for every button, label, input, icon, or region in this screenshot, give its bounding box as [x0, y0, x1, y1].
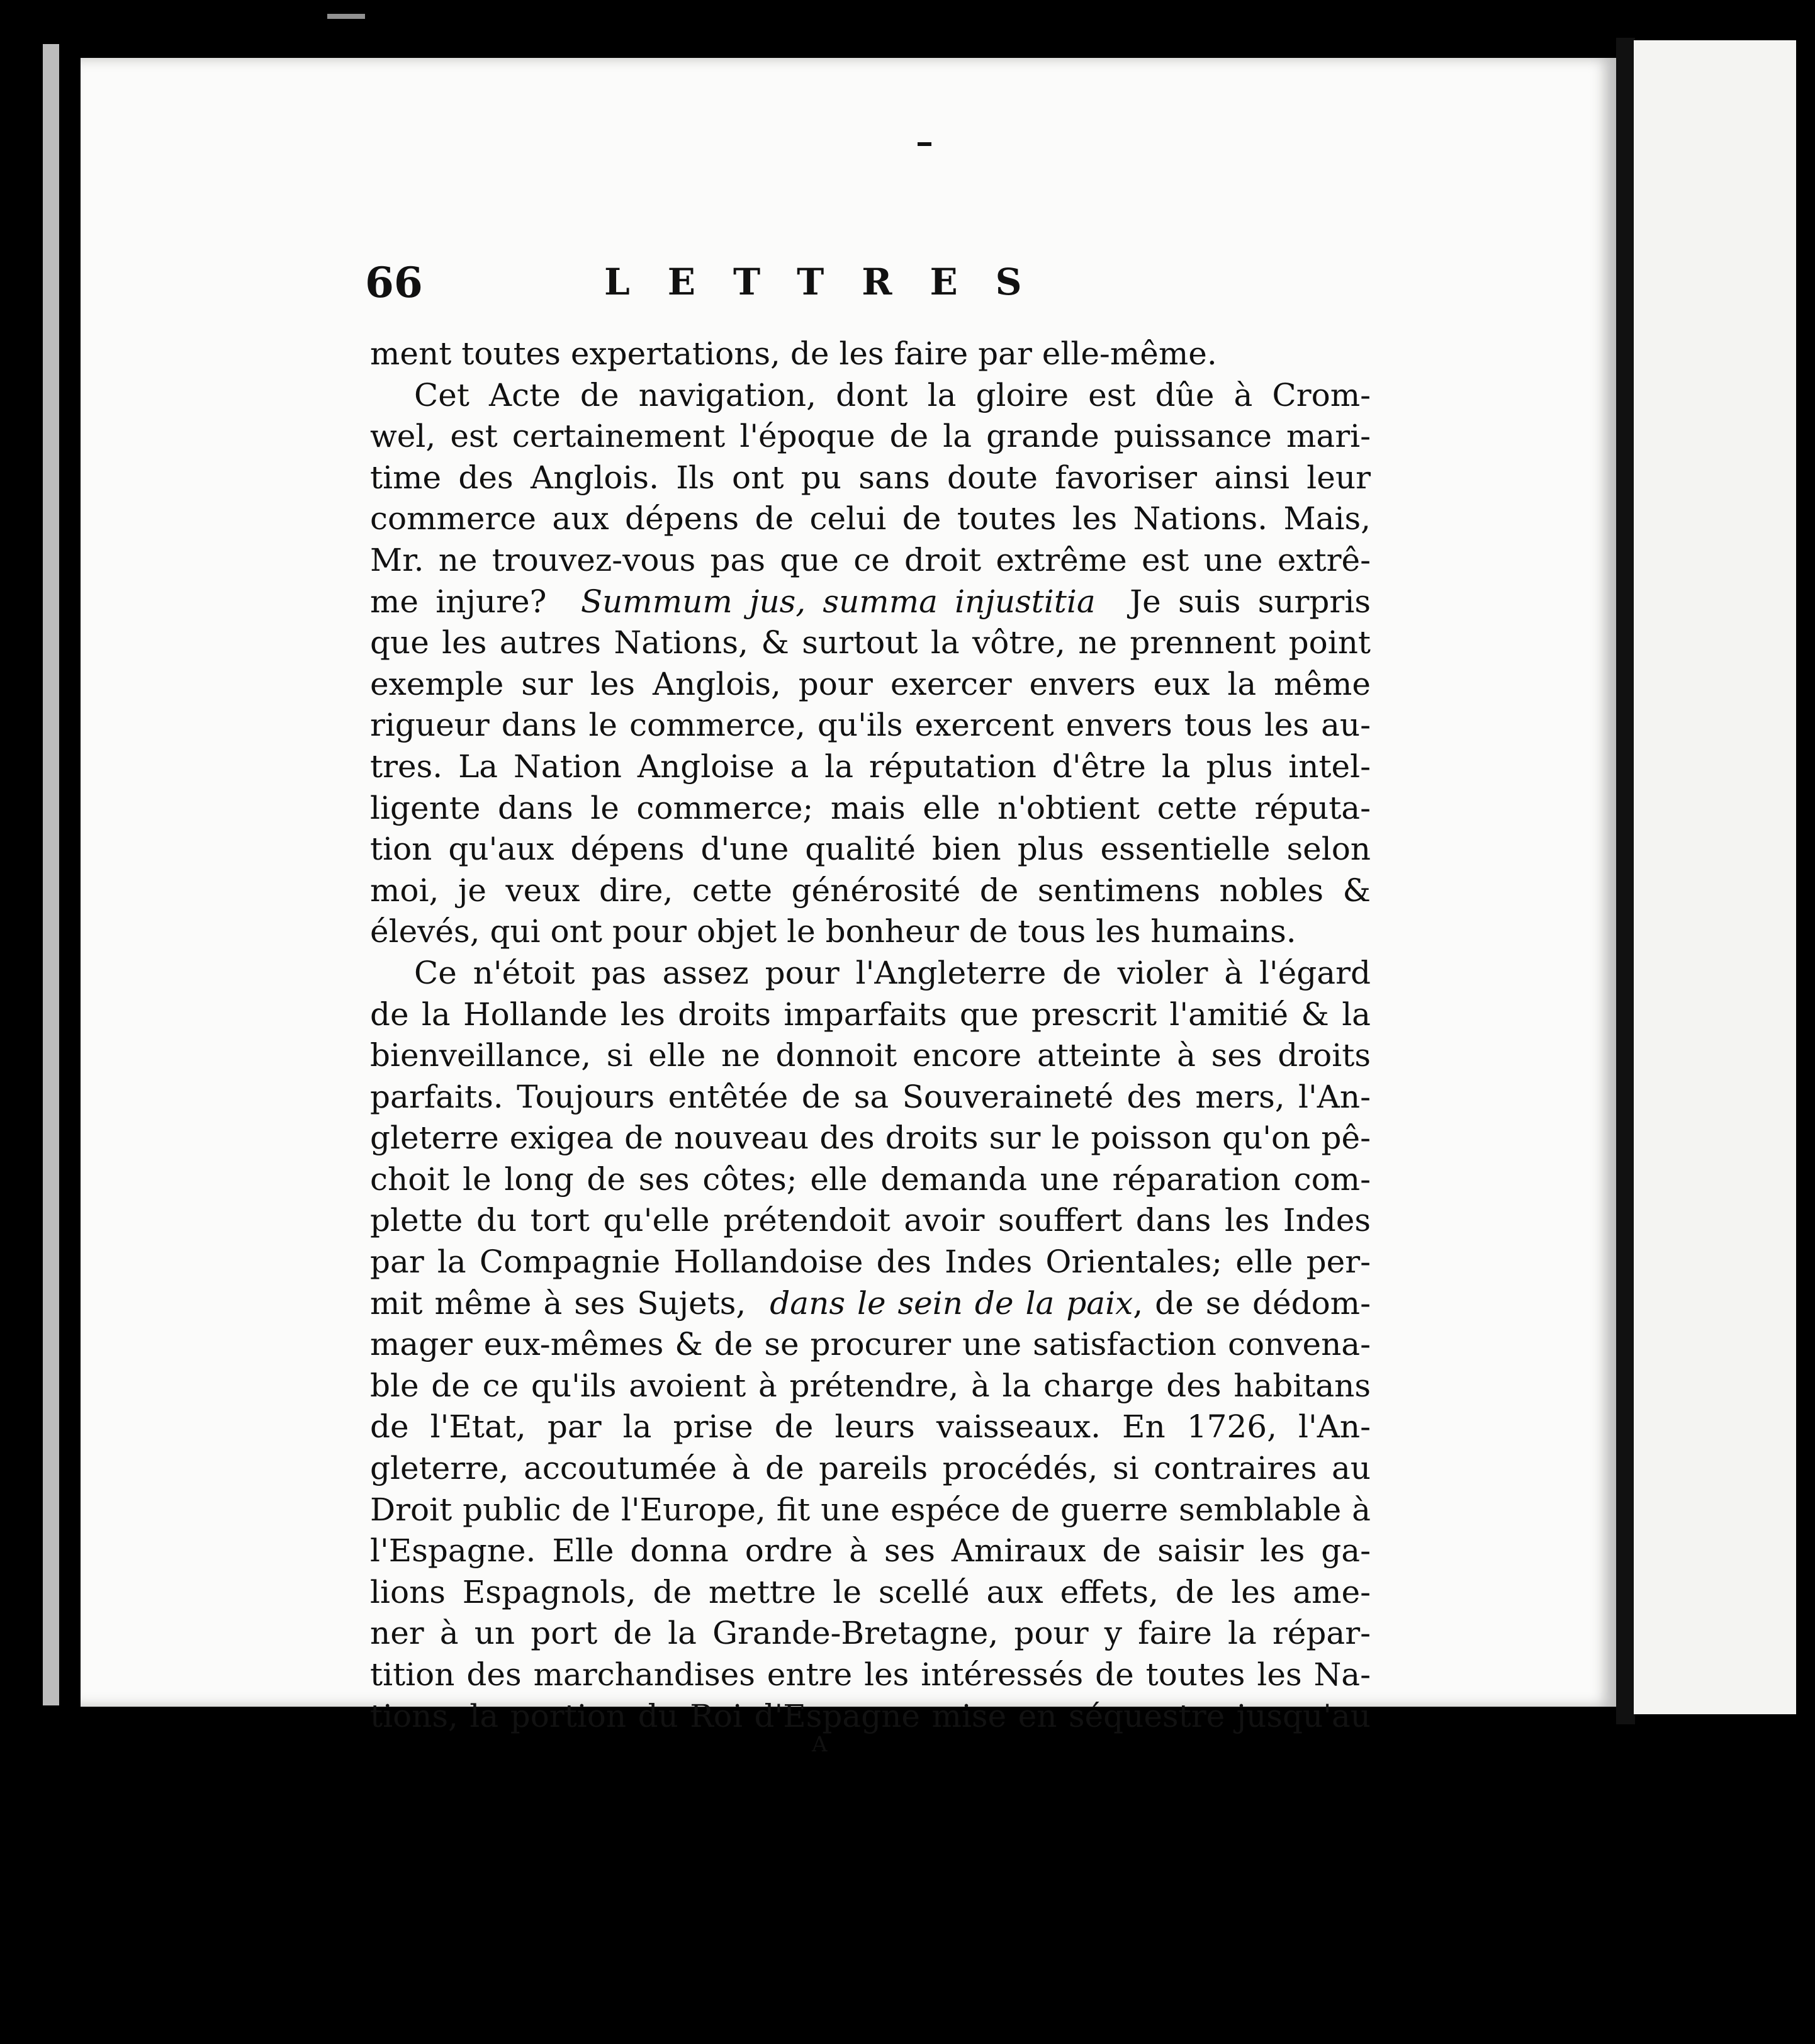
text-line: bienveillance, si elle ne donnoit encore atteinte à ses droits: [370, 1037, 1371, 1074]
text-line: que les autres Nations, & surtout la vôtre, ne prennent point: [370, 624, 1371, 661]
text-line: de la Hollande les droits imparfaits que prescrit l'amitié & la: [370, 996, 1371, 1033]
book-gutter: [1616, 38, 1635, 1724]
text-line: [370, 581, 1371, 623]
page-header: [365, 258, 1070, 315]
text-line: plette du tort qu'elle prétendoit avoir souffert dans les Indes: [370, 1202, 1371, 1239]
text-line: Cet Acte de navigation, dont la gloire est dûe à Crom-: [414, 376, 1371, 413]
left-page-edge: [43, 44, 59, 1705]
text-segment: me injure?: [370, 583, 547, 620]
text-segment: Je suis surpris: [1130, 583, 1371, 620]
text-line: gleterre exigea de nouveau des droits sur le poisson qu'on pê-: [370, 1120, 1371, 1157]
text-line: tres. La Nation Angloise a la réputation d'être la plus intel-: [370, 748, 1371, 785]
text-line: ner à un port de la Grande-Bretagne, pour y faire la répar-: [370, 1615, 1371, 1652]
text-line: de l'Etat, par la prise de leurs vaisseaux. En 1726, l'An-: [370, 1408, 1371, 1446]
latin-maxim: Summum jus, summa injustitia: [580, 583, 1096, 620]
text-line: lions Espagnols, de mettre le scellé aux effets, de les ame-: [370, 1573, 1371, 1610]
text-line: wel, est certainement l'époque de la grande puissance mari-: [370, 418, 1371, 455]
text-line: rigueur dans le commerce, qu'ils exercent envers tous les au-: [370, 707, 1371, 744]
page-number: 66: [365, 258, 423, 307]
text-line: ligente dans le commerce; mais elle n'obtient cette réputa-: [370, 789, 1371, 826]
text-line: [370, 1283, 1371, 1325]
facing-page-edge: [1634, 40, 1796, 1714]
text-line: tition des marchandises entre les intéressés de toutes les Na-: [370, 1656, 1371, 1693]
signature-mark: A: [812, 1732, 828, 1757]
text-line: exemple sur les Anglois, pour exercer envers eux la même: [370, 665, 1371, 702]
ornament-dash: [918, 142, 931, 146]
body-text: [370, 334, 1371, 1737]
text-line: commerce aux dépens de celui de toutes les Nations. Mais,: [370, 500, 1371, 537]
text-line: ment toutes expertations, de les faire par elle-même.: [370, 335, 1217, 372]
running-title: LETTRES: [604, 261, 1060, 303]
italic-phrase: dans le sein de la paix: [770, 1284, 1133, 1322]
text-line: moi, je veux dire, cette générosité de sentimens nobles &: [370, 872, 1371, 909]
text-line: ble de ce qu'ils avoient à prétendre, à la charge des habitans: [370, 1367, 1371, 1404]
text-line: gleterre, accoutumée à de pareils procédés, si contraires au: [370, 1450, 1371, 1487]
text-line: l'Espagne. Elle donna ordre à ses Amiraux de saisir les ga-: [370, 1532, 1371, 1570]
scan-artifact: [327, 14, 365, 19]
text-line: Mr. ne trouvez-vous pas que ce droit extrême est une extrê-: [370, 541, 1371, 578]
text-segment: , de se dédom-: [1133, 1284, 1371, 1322]
text-segment: mit même à ses Sujets,: [370, 1284, 746, 1322]
text-line: mager eux-mêmes & de se procurer une satisfaction convena-: [370, 1326, 1371, 1363]
text-line: choit le long de ses côtes; elle demanda une réparation com-: [370, 1160, 1371, 1198]
text-line: Ce n'étoit pas assez pour l'Angleterre de violer à l'égard: [414, 954, 1371, 991]
text-line: élevés, qui ont pour objet le bonheur de tous les humains.: [370, 913, 1296, 950]
text-line: tions, la portion du Roi d'Espagne mise en séquestre jusqu'au: [370, 1697, 1371, 1734]
text-line: parfaits. Toujours entêtée de sa Souveraineté des mers, l'An-: [370, 1078, 1371, 1115]
text-line: time des Anglois. Ils ont pu sans doute favoriser ainsi leur: [370, 459, 1371, 496]
text-line: par la Compagnie Hollandoise des Indes Orientales; elle per-: [370, 1244, 1371, 1281]
text-line: Droit public de l'Europe, fit une espéce de guerre semblable à: [370, 1491, 1371, 1528]
text-line: tion qu'aux dépens d'une qualité bien plus essentielle selon: [370, 831, 1371, 868]
